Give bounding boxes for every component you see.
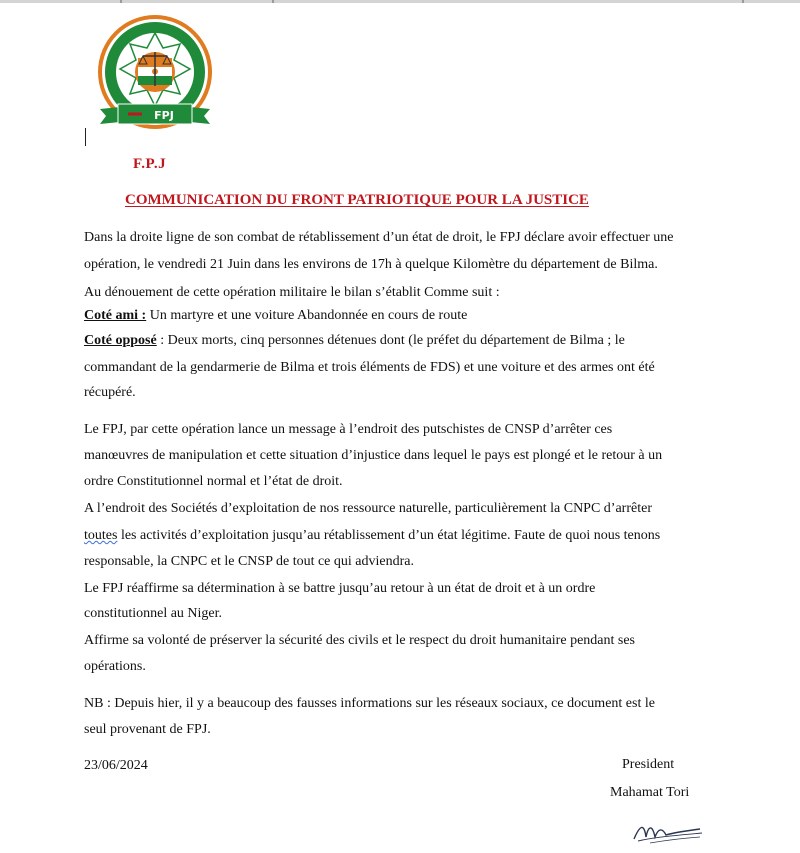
document-title: COMMUNICATION DU FRONT PATRIOTIQUE POUR LA JUSTICE <box>125 192 589 208</box>
nb-line: NB : Depuis hier, il y a beaucoup des fausses informations sur les réseaux sociaux, ce document est le <box>84 696 655 711</box>
friendly-side-label: Coté ami : <box>84 308 147 323</box>
signatory-role: President <box>622 757 675 772</box>
body-line: responsable, la CNPC et le CNSP de tout ce qui adviendra. <box>84 554 414 569</box>
body-line: opération, le vendredi 21 Juin dans les environs de 17h à quelque Kilomètre du département de Bilma. <box>84 257 658 272</box>
body-line: Affirme sa volonté de préserver la sécurité des civils et le respect du droit humanitaire pendant ses <box>84 633 635 648</box>
body-line: constitutionnel au Niger. <box>84 606 223 621</box>
opposing-side-text: : Deux morts, cinq personnes détenues dont (le préfet du département de Bilma ; le <box>156 333 625 348</box>
body-line: opérations. <box>84 659 146 674</box>
document-date: 23/06/2024 <box>84 758 148 773</box>
signatory-name: Mahamat Tori <box>610 785 690 800</box>
opposing-side-label: Coté opposé <box>84 333 157 348</box>
page-top-border <box>0 0 800 3</box>
body-line: manœuvres de manipulation et cette situation d’injustice dans lequel le pays est plongé et le retour à un <box>84 448 663 463</box>
fpj-logo <box>90 7 284 144</box>
top-border-mark <box>742 0 744 3</box>
logo-ring-text: FRONT PATRIOTIQUE POUR LA JUSTICE <box>90 7 284 17</box>
body-line: ordre Constitutionnel normal et l’état de droit. <box>84 474 343 489</box>
body-text: les activités d’exploitation jusqu’au rétablissement d’un état légitime. Faute de quoi nous tenons <box>117 528 661 543</box>
logo-banner-text: FPJ <box>154 109 174 122</box>
handwritten-signature <box>630 815 705 845</box>
text-cursor <box>85 128 86 146</box>
nb-line: seul provenant de FPJ. <box>84 722 211 737</box>
opposing-side-line <box>84 332 625 349</box>
body-line: Le FPJ, par cette opération lance un message à l’endroit des putschistes de CNSP d’arrêter ces <box>84 422 613 437</box>
body-line: récupéré. <box>84 385 136 400</box>
body-line: A l’endroit des Sociétés d’exploitation de nos ressource naturelle, particulièrement la CNPC d’arrêter <box>84 501 652 516</box>
top-border-mark <box>272 0 274 3</box>
body-line: Au dénouement de cette opération militaire le bilan s’établit Comme suit : <box>84 285 500 300</box>
fpj-acronym: F.P.J <box>133 156 167 172</box>
body-line: Le FPJ réaffirme sa détermination à se battre jusqu’au retour à un état de droit et à un ordre <box>84 581 596 596</box>
top-border-mark <box>120 0 122 3</box>
friendly-side-text: Un martyre et une voiture Abandonnée en cours de route <box>146 308 468 323</box>
friendly-side-line <box>84 307 467 324</box>
spellcheck-word: toutes <box>84 528 118 543</box>
body-line: Dans la droite ligne de son combat de rétablissement d’un état de droit, le FPJ déclare avoir effectuer une <box>84 230 674 245</box>
body-line <box>84 527 660 544</box>
body-line: commandant de la gendarmerie de Bilma et trois éléments de FDS) et une voiture et des armes ont été <box>84 360 655 375</box>
